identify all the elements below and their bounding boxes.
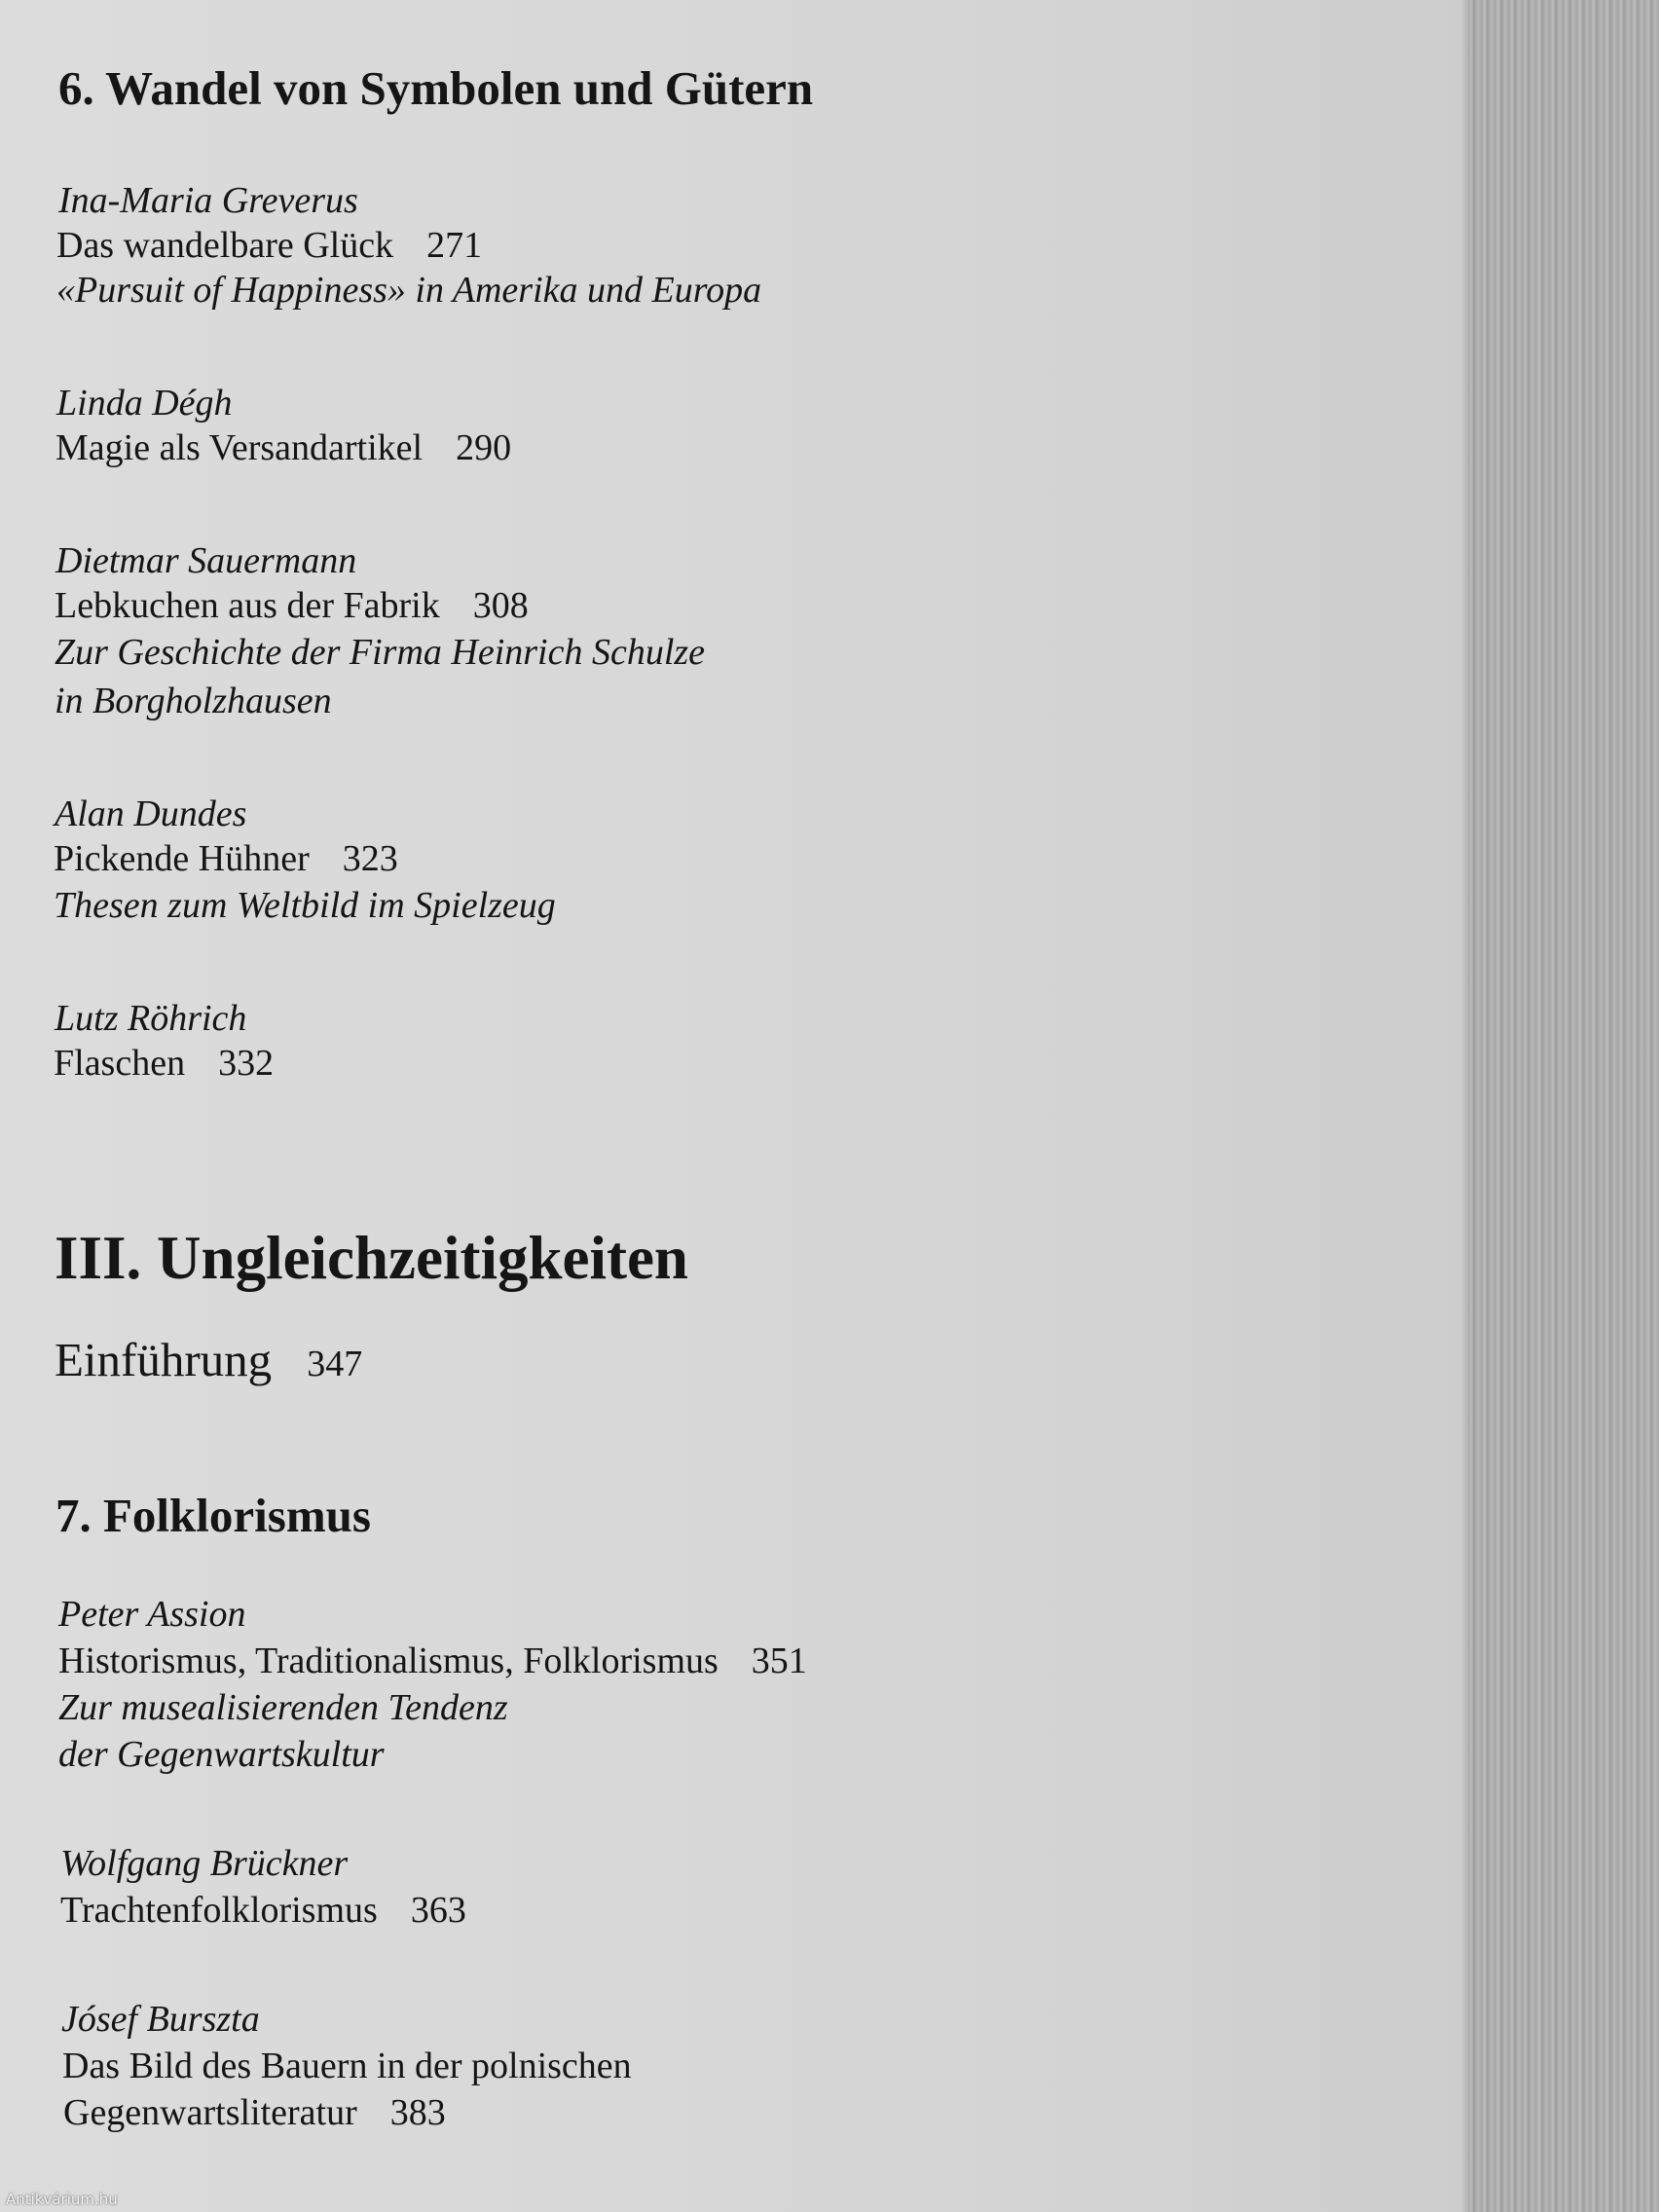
entry-author: Linda Dégh	[56, 383, 233, 424]
entry-title-line	[58, 1640, 807, 1682]
entry-page-number: 290	[456, 427, 512, 468]
intro-page-number: 347	[307, 1344, 363, 1384]
entry-page-number: 383	[389, 2092, 446, 2133]
entry-subtitle: Zur musealisierenden Tendenz	[58, 1687, 508, 1728]
entry-title: Das Bild des Bauern in der polnischen	[62, 2046, 632, 2086]
entry-title: Das wandelbare Glück	[56, 225, 394, 266]
entry-title-line	[60, 1889, 466, 1932]
part-heading: III. Ungleichzeitigkeiten	[55, 1224, 688, 1292]
entry-author: Peter Assion	[58, 1594, 246, 1635]
entry-subtitle: Thesen zum Weltbild im Spielzeug	[54, 885, 556, 926]
entry-title: Historismus, Traditionalismus, Folklorismus	[58, 1641, 719, 1681]
entry-subtitle: in Borgholzhausen	[55, 681, 332, 721]
entry-title: Trachtenfolklorismus	[60, 1890, 378, 1931]
watermark: Antikvárium.hu	[6, 2191, 118, 2208]
entry-subtitle: der Gegenwartskultur	[58, 1734, 385, 1775]
entry-page-number: 308	[472, 585, 529, 626]
section-heading-7: 7. Folklorismus	[55, 1489, 371, 1542]
entry-author: Lutz Röhrich	[55, 998, 247, 1039]
entry-author: Wolfgang Brückner	[60, 1843, 349, 1884]
entry-title: Flaschen	[54, 1043, 186, 1084]
entry-subtitle: «Pursuit of Happiness» in Amerika und Europa	[56, 270, 762, 311]
entry-author: Dietmar Sauermann	[55, 540, 357, 581]
book-page-edges	[1468, 0, 1659, 2212]
section-heading-6: 6. Wandel von Symbolen und Gütern	[58, 61, 814, 115]
entry-title: Gegenwartsliteratur	[63, 2092, 357, 2133]
entry-page-number: 271	[426, 225, 483, 266]
entry-page-number: 351	[751, 1641, 807, 1681]
entry-page-number: 323	[342, 838, 398, 879]
entry-title-line	[56, 224, 482, 267]
intro-line	[55, 1332, 362, 1387]
entry-title-line	[55, 426, 511, 469]
entry-title: Pickende Hühner	[54, 838, 310, 879]
entry-title-line	[54, 1042, 274, 1085]
entry-page-number: 363	[410, 1890, 466, 1931]
entry-title-line	[54, 837, 398, 880]
entry-title-line	[55, 584, 529, 627]
entry-page-number: 332	[218, 1043, 275, 1084]
intro-title: Einführung	[55, 1333, 273, 1386]
entry-author: Alan Dundes	[55, 793, 247, 834]
entry-title-line	[63, 2091, 446, 2134]
entry-subtitle: Zur Geschichte der Firma Heinrich Schulze	[55, 632, 706, 673]
entry-author: Jósef Burszta	[61, 1999, 260, 2040]
entry-title: Magie als Versandartikel	[55, 427, 424, 468]
entry-title: Lebkuchen aus der Fabrik	[55, 585, 440, 626]
entry-author: Ina-Maria Greverus	[58, 180, 358, 221]
